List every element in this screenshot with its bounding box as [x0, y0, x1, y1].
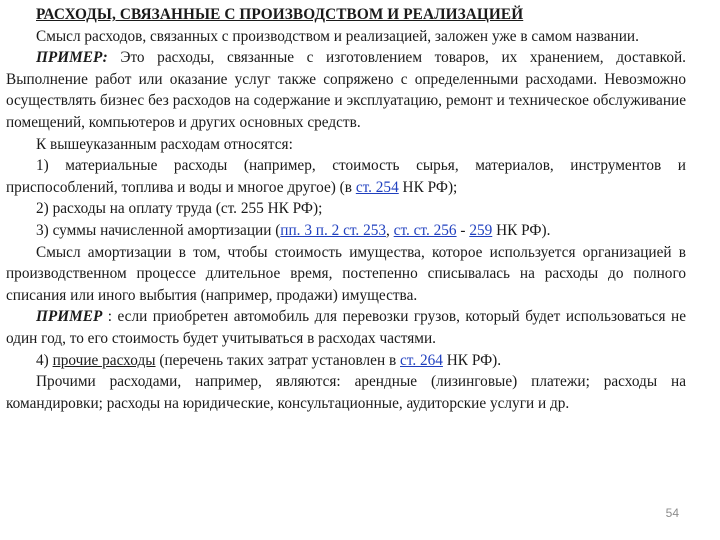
- example-paragraph-1: [6, 47, 686, 133]
- list-intro: [6, 134, 686, 156]
- list-intro-text: К вышеуказанным расходам относятся:: [36, 135, 293, 153]
- list-item-amortization: [6, 220, 686, 242]
- link-st-264[interactable]: ст. 264: [400, 351, 443, 369]
- item1-tail: НК РФ);: [398, 178, 458, 196]
- link-st-254[interactable]: ст. 254: [355, 178, 399, 196]
- page-title: РАСХОДЫ, СВЯЗАННЫЕ С ПРОИЗВОДСТВОМ И РЕАЛИЗАЦИЕЙ: [36, 6, 524, 23]
- link-pp3-p2-st-253[interactable]: пп. 3 п. 2 ст. 253: [280, 221, 387, 239]
- item4-prefix: 4): [36, 351, 53, 369]
- other-expenses-text: Прочими расходами, например, являются: арендные (лизинговые) платежи; расходы на командировки; расходы на юридические, консультационные, аудиторские услуги и др.: [6, 373, 686, 412]
- item3-sep1: ,: [386, 221, 394, 239]
- slide-content: [6, 4, 686, 414]
- item3-tail: НК РФ).: [492, 221, 551, 239]
- item4-text: (перечень таких затрат установлен в: [155, 351, 400, 369]
- item3-sep2: -: [456, 221, 470, 239]
- item1-text: 1) материальные расходы (например, стоимость сырья, материалов, инструментов и приспособлений, топлива и воды и многое другое) (в: [6, 157, 686, 196]
- list-item-material: [6, 155, 686, 198]
- link-st-256[interactable]: ст. ст. 256: [393, 221, 457, 239]
- page-number: 54: [665, 506, 679, 520]
- example-text-2: : если приобретен автомобиль для перевозки грузов, который будет использоваться не один год, то его стоимость будет учитываться в расходах частями.: [6, 308, 686, 347]
- intro-text: Смысл расходов, связанных с производством и реализацией, заложен уже в самом названии.: [36, 27, 639, 45]
- item4-underlined: прочие расходы: [52, 351, 156, 369]
- intro-paragraph: [6, 26, 686, 48]
- list-item-other: [6, 350, 686, 372]
- example-label-2: ПРИМЕР: [36, 308, 103, 326]
- example-text: Это расходы, связанные с изготовлением товаров, их хранением, доставкой. Выполнение работ или оказание услуг также сопряжено с определенными расходами. Невозможно осуществлять бизнес без расходов на содержание и эксплуатацию, ремонт и техническое обслуживание помещений, компьютеров и других основных средств.: [6, 49, 686, 131]
- amortization-text: Смысл амортизации в том, чтобы стоимость имущества, которое используется организацией в производственном процессе длительное время, постепенно списывалась на расходы до полного списания или иного выбытия (например, продажи) имущества.: [6, 243, 686, 304]
- item2-text: 2) расходы на оплату труда (ст. 255 НК РФ);: [36, 200, 323, 218]
- example-paragraph-2: [6, 306, 686, 349]
- example-label: ПРИМЕР:: [36, 49, 108, 67]
- item4-tail: НК РФ).: [442, 351, 502, 369]
- list-item-labor: [6, 198, 686, 220]
- link-259[interactable]: 259: [469, 221, 493, 239]
- other-expenses-paragraph: [6, 371, 686, 414]
- amortization-paragraph: [6, 242, 686, 307]
- item3-text: 3) суммы начисленной амортизации (: [36, 221, 281, 239]
